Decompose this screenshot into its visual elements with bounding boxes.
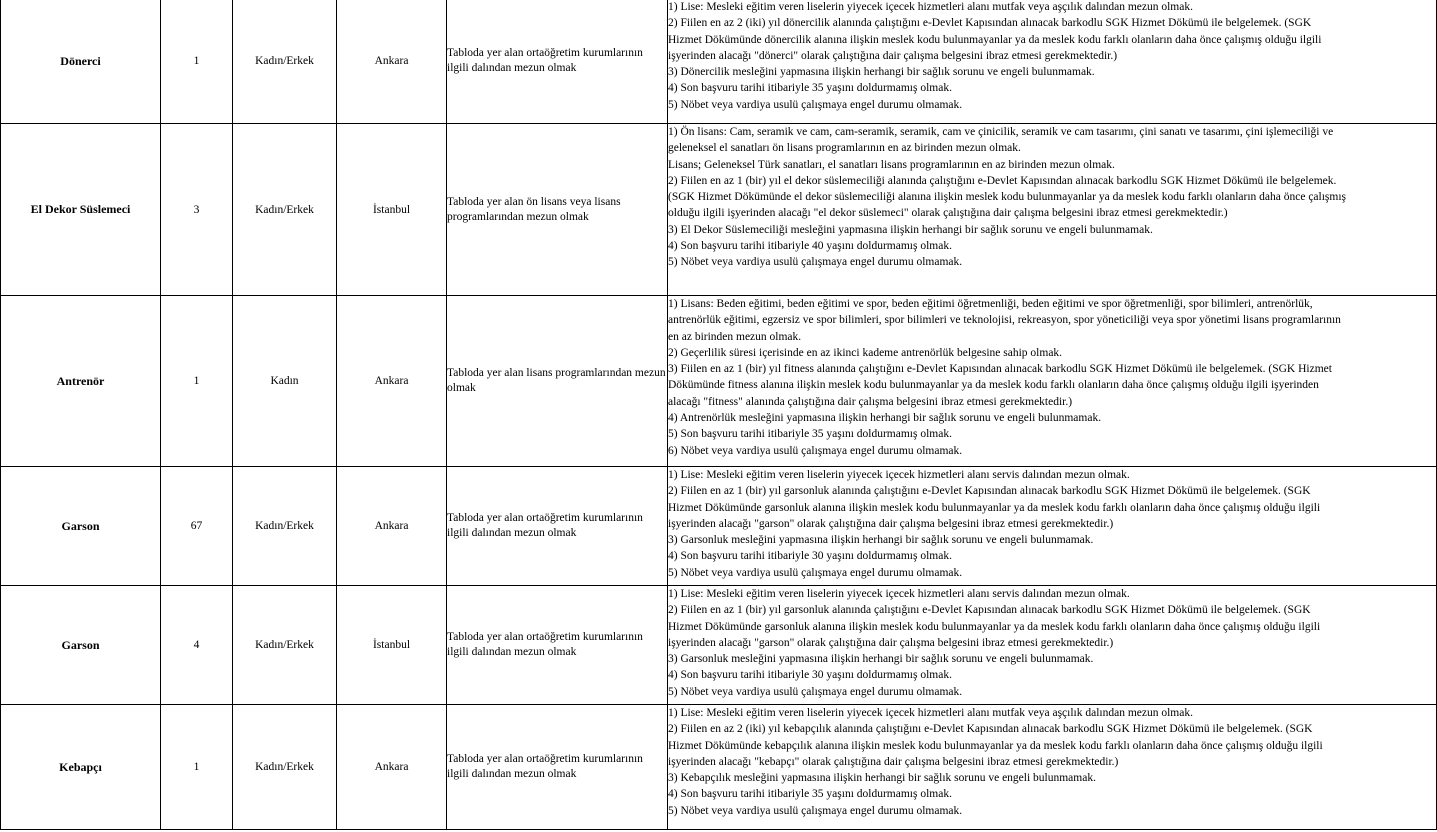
education-text: Tabloda yer alan ortaöğretim kurumlarının ilgili dalından mezun olmak <box>447 512 643 539</box>
city-text: Ankara <box>374 761 409 773</box>
table-body <box>1 0 1437 830</box>
qualification-item: 4) Son başvuru tarihi itibariyle 30 yaşını doldurmamış olmak. <box>668 550 952 563</box>
gender <box>233 0 337 124</box>
qualification-item: 3) Garsonluk mesleğini yapmasına ilişkin herhangi bir sağlık sorunu ve engeli bulunmamak. <box>668 653 1094 666</box>
position-count <box>161 296 233 467</box>
qualification-item: 4) Son başvuru tarihi itibariyle 35 yaşını doldurmamış olmak. <box>668 788 952 801</box>
qualification-list <box>668 124 1437 296</box>
qualification-list <box>668 0 1437 124</box>
education-text: Tabloda yer alan ortaöğretim kurumlarının ilgili dalından mezun olmak <box>447 631 643 658</box>
gender <box>233 296 337 467</box>
qualification-item: 4) Son başvuru tarihi itibariyle 30 yaşını doldurmamış olmak. <box>668 669 952 682</box>
qualification-item: 2) Fiilen en az 1 (bir) yıl el dekor süslemeciliği alanında çalıştığını e-Devlet Kapısından alınacak barkodlu SGK Hizmet Dökümü ile belgelemek. <box>668 174 1337 187</box>
city-text: İstanbul <box>372 639 411 651</box>
qualification-item: 5) Nöbet veya vardiya usulü çalışmaya engel durumu olmamak. <box>668 804 963 817</box>
qualification-item: 3) El Dekor Süslemeciliği mesleğini yapmasına ilişkin herhangi bir sağlık sorunu ve engeli bulunmamak. <box>668 223 1153 236</box>
education-text: Tabloda yer alan lisans programlarından mezun olmak <box>447 367 666 394</box>
gender <box>233 705 337 830</box>
qualification-item: 5) Nöbet veya vardiya usulü çalışmaya engel durumu olmamak. <box>668 256 963 269</box>
position-count-text: 3 <box>193 203 200 216</box>
qualification-list <box>668 467 1437 586</box>
qualification-item: 4) Antrenörlük mesleğini yapmasına ilişkin herhangi bir sağlık sorunu ve engeli bulunmamak. <box>668 412 1102 425</box>
qualification-item: 2) Fiilen en az 2 (iki) yıl kebapçılık alanında çalıştığını e-Devlet Kapısından alınacak barkodlu SGK Hizmet Dökümü ile belgelemek. (SGK <box>668 723 1313 736</box>
gender-text: Kadın/Erkek <box>255 761 314 773</box>
position-count-text: 4 <box>193 639 200 651</box>
education-requirement <box>447 296 668 467</box>
position-title-text: Garson <box>61 637 100 652</box>
position-title-text: Kebapçı <box>59 759 102 774</box>
qualification-item: Hizmet Dökümünde dönercilik alanına ilişkin meslek kodu bulunmayanlar ya da meslek kodu farklı olanların daha önce çalışmış olduğu ilgili <box>668 33 1322 46</box>
qualification-list <box>668 705 1437 830</box>
position-count <box>161 467 233 586</box>
gender-text: Kadın/Erkek <box>255 639 314 651</box>
gender-text: Kadın/Erkek <box>255 520 314 532</box>
qualification-item: 3) Fiilen en az 1 (bir) yıl fitness alanında çalıştığını e-Devlet Kapısından alınacak barkodlu SGK Hizmet Dökümü ile belgelemek. (SGK Hizmet <box>668 363 1332 376</box>
qualification-item: 6) Nöbet veya vardiya usulü çalışmaya engel durumu olmamak. <box>668 444 963 457</box>
qualification-item: 1) Lise: Mesleki eğitim veren liselerin yiyecek içecek hizmetleri alanı servis dalından mezun olmak. <box>668 469 1130 481</box>
qualification-item: 2) Fiilen en az 1 (bir) yıl garsonluk alanında çalıştığını e-Devlet Kapısından alınacak barkodlu SGK Hizmet Dökümü ile belgelemek. (SGK <box>668 604 1311 617</box>
qualification-item: 5) Nöbet veya vardiya usulü çalışmaya engel durumu olmamak. <box>668 566 963 579</box>
table-row <box>1 124 1437 296</box>
education-text: Tabloda yer alan ortaöğretim kurumlarının ilgili dalından mezun olmak <box>447 753 643 780</box>
table-row <box>1 0 1437 124</box>
qualification-item: Hizmet Dökümünde kebapçılık alanına ilişkin meslek kodu bulunmayanlar ya da meslek kodu farklı olanların daha önce çalışmış olduğu ilgili <box>668 739 1323 752</box>
education-text: Tabloda yer alan ön lisans veya lisans programlarından mezun olmak <box>447 195 621 223</box>
qualification-item: işyerinden alacağı "garson" olarak çalıştığına dair çalışma belgesini ibraz etmesi gerekmektedir.) <box>668 517 1114 530</box>
qualification-item: Hizmet Dökümünde garsonluk alanına ilişkin meslek kodu bulunmayanlar ya da meslek kodu farklı olanların daha önce çalışmış olduğu ilgili <box>668 501 1321 514</box>
city <box>337 124 447 296</box>
qualification-item: 3) Kebapçılık mesleğini yapmasına ilişkin herhangi bir sağlık sorunu ve engeli bulunmamak. <box>668 772 1096 785</box>
qualification-item: 3) Garsonluk mesleğini yapmasına ilişkin herhangi bir sağlık sorunu ve engeli bulunmamak. <box>668 534 1094 547</box>
position-title <box>1 0 161 124</box>
education-requirement <box>447 705 668 830</box>
qualification-list <box>668 586 1437 705</box>
position-count <box>161 586 233 705</box>
education-text: Tabloda yer alan ortaöğretim kurumlarının ilgili dalından mezun olmak <box>447 47 643 74</box>
city-text: İstanbul <box>372 203 411 216</box>
qualification-item: 2) Fiilen en az 2 (iki) yıl dönercilik alanında çalıştığını e-Devlet Kapısından alınacak barkodlu SGK Hizmet Dökümü ile belgelemek. (SGK <box>668 17 1312 30</box>
position-title <box>1 705 161 830</box>
city <box>337 0 447 124</box>
position-title <box>1 467 161 586</box>
qualification-item: işyerinden alacağı "kebapçı" olarak çalıştığına dair çalışma belgesini ibraz etmesi gerekmektedir.) <box>668 755 1119 768</box>
position-title <box>1 586 161 705</box>
position-count-text: 67 <box>190 520 203 532</box>
city <box>337 705 447 830</box>
qualification-item: 5) Son başvuru tarihi itibariyle 35 yaşını doldurmamış olmak. <box>668 428 952 441</box>
qualification-list <box>668 296 1437 467</box>
qualification-item: 5) Nöbet veya vardiya usulü çalışmaya engel durumu olmamak. <box>668 685 963 698</box>
education-requirement <box>447 124 668 296</box>
table-row <box>1 467 1437 586</box>
qualification-item: 1) Lisans: Beden eğitimi, beden eğitimi ve spor, beden eğitimi öğretmenliği, beden eğitimi ve spor öğretmenliği, spor bilimleri, antrenörlük, <box>668 298 1313 310</box>
city-text: Ankara <box>374 55 409 67</box>
qualification-item: olduğu ilgili işyerinden alacağı "el dekor süslemeci" olarak çalıştığına dair çalışma belgesini ibraz etmesi gerekmektedir.) <box>668 207 1228 220</box>
position-count-text: 1 <box>193 55 200 67</box>
position-count-text: 1 <box>193 761 200 773</box>
qualification-item: alacağı "fitness" alanında çalıştığına dair çalışma belgesini ibraz etmesi gerekmektedir.) <box>668 395 1073 408</box>
education-requirement <box>447 586 668 705</box>
qualification-item: en az birinden mezun olmak. <box>668 330 802 343</box>
table-row <box>1 296 1437 467</box>
qualification-item: 1) Ön lisans: Cam, seramik ve cam, cam-seramik, seramik, cam ve çinicilik, seramik ve cam tasarımı, çini sanatı ve tasarımı, çini işlemeciliği ve <box>668 126 1334 138</box>
qualification-item: 4) Son başvuru tarihi itibariyle 35 yaşını doldurmamış olmak. <box>668 82 952 95</box>
position-title-text: Garson <box>61 518 100 533</box>
qualification-item: 1) Lise: Mesleki eğitim veren liselerin yiyecek içecek hizmetleri alanı mutfak veya aşçılık dalından mezun olmak. <box>668 707 1193 719</box>
table-row <box>1 705 1437 830</box>
qualification-item: geleneksel el sanatları ön lisans programlarının en az birinden mezun olmak. <box>668 142 1021 155</box>
city <box>337 467 447 586</box>
qualification-item: işyerinden alacağı "dönerci" olarak çalıştığına dair çalışma belgesini ibraz etmesi gerekmektedir.) <box>668 49 1118 62</box>
position-title-text: El Dekor Süslemeci <box>30 202 131 216</box>
position-count-text: 1 <box>193 375 200 387</box>
position-title-text: Dönerci <box>60 53 101 68</box>
gender-text: Kadın/Erkek <box>255 203 314 216</box>
position-title-text: Antrenör <box>56 373 105 388</box>
qualification-item: 5) Nöbet veya vardiya usulü çalışmaya engel durumu olmamak. <box>668 98 963 111</box>
qualification-item: (SGK Hizmet Dökümünde el dekor süslemeciliği alanına ilişkin meslek kodu bulunmayanlar ya da meslek kodu farklı olanların daha önce çalışmış <box>668 191 1347 204</box>
qualification-item: 3) Dönercilik mesleğini yapmasına ilişkin herhangi bir sağlık sorunu ve engeli bulunmamak. <box>668 66 1095 79</box>
qualification-item: 2) Fiilen en az 1 (bir) yıl garsonluk alanında çalıştığını e-Devlet Kapısından alınacak barkodlu SGK Hizmet Dökümü ile belgelemek. (SGK <box>668 485 1311 498</box>
qualification-item: Dökümünde fitness alanına ilişkin meslek kodu bulunmayanlar ya da meslek kodu farklı olanların daha önce çalışmış olduğu ilgili işyerinden <box>668 379 1319 392</box>
qualification-item: 2) Geçerlilik süresi içerisinde en az ikinci kademe antrenörlük belgesine sahip olmak. <box>668 346 1063 359</box>
qualification-item: 1) Lise: Mesleki eğitim veren liselerin yiyecek içecek hizmetleri alanı mutfak veya aşçılık dalından mezun olmak. <box>668 1 1193 13</box>
position-count <box>161 0 233 124</box>
table-row <box>1 586 1437 705</box>
city <box>337 586 447 705</box>
position-title <box>1 124 161 296</box>
education-requirement <box>447 467 668 586</box>
gender-text: Kadın/Erkek <box>255 55 314 67</box>
qualification-item: Hizmet Dökümünde garsonluk alanına ilişkin meslek kodu bulunmayanlar ya da meslek kodu farklı olanların daha önce çalışmış olduğu ilgili <box>668 620 1321 633</box>
gender <box>233 586 337 705</box>
position-count <box>161 705 233 830</box>
gender <box>233 467 337 586</box>
qualification-item: Lisans; Geleneksel Türk sanatları, el sanatları lisans programlarının en az birinden mezun olmak. <box>668 158 1115 171</box>
qualification-item: 4) Son başvuru tarihi itibariyle 40 yaşını doldurmamış olmak. <box>668 240 952 253</box>
position-count <box>161 124 233 296</box>
city-text: Ankara <box>374 375 409 387</box>
gender-text: Kadın <box>270 375 299 387</box>
city-text: Ankara <box>374 520 409 532</box>
education-requirement <box>447 0 668 124</box>
qualification-item: işyerinden alacağı "garson" olarak çalıştığına dair çalışma belgesini ibraz etmesi gerekmektedir.) <box>668 636 1114 649</box>
gender <box>233 124 337 296</box>
qualification-item: 1) Lise: Mesleki eğitim veren liselerin yiyecek içecek hizmetleri alanı servis dalından mezun olmak. <box>668 588 1130 600</box>
city <box>337 296 447 467</box>
position-title <box>1 296 161 467</box>
qualification-item: antrenörlük eğitimi, egzersiz ve spor bilimleri, spor bilimleri ve teknolojisi, rekreasyon, spor yöneticiliği veya spor yönetimi lisans programlarının <box>668 314 1341 327</box>
